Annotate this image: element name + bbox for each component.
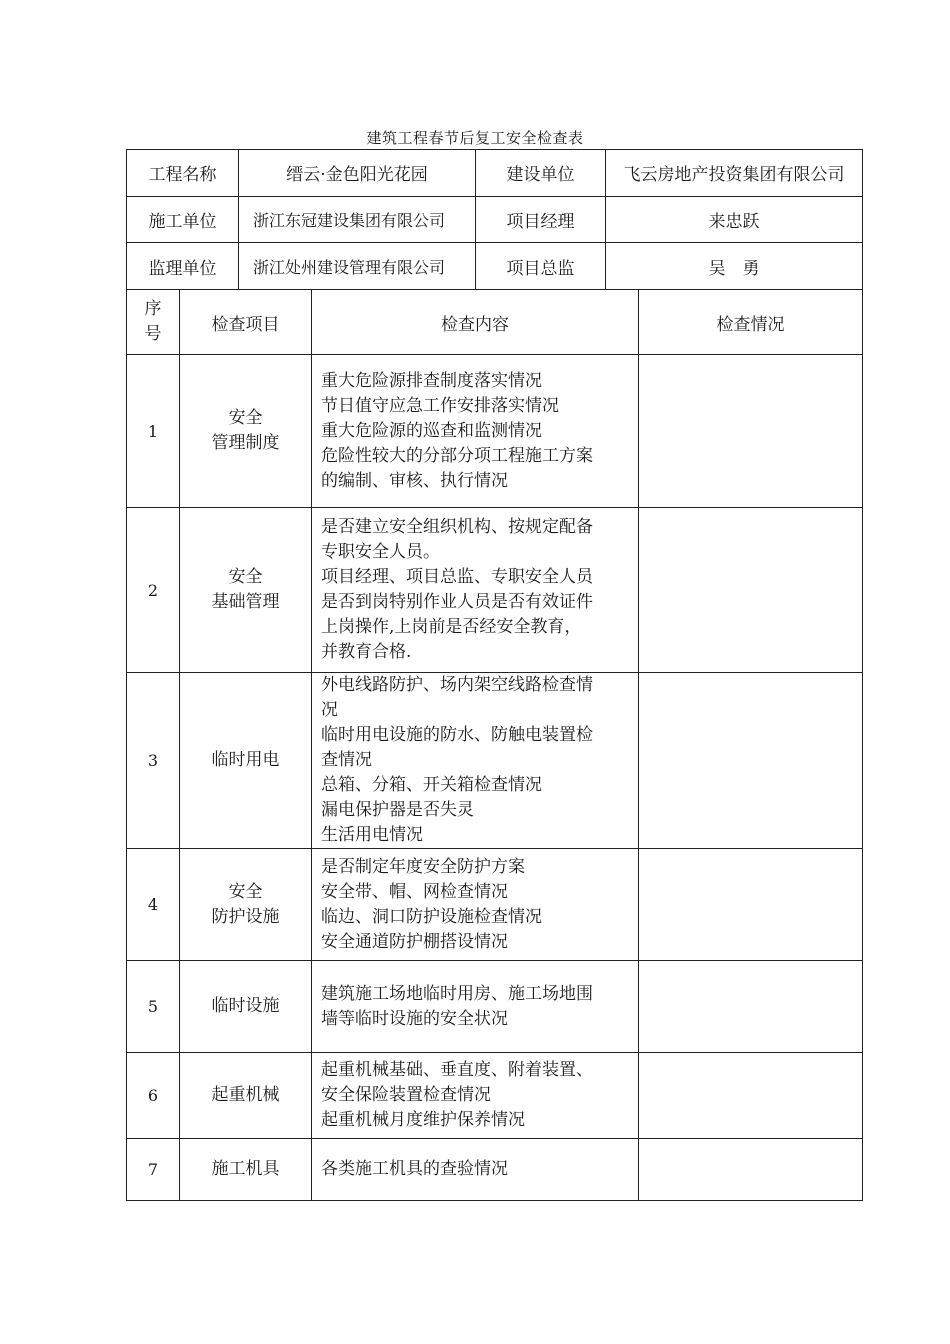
row-item-name xyxy=(180,508,312,673)
content-line: 各类施工机具的查验情况 xyxy=(321,1159,508,1179)
content-line: 墙等临时设施的安全状况 xyxy=(321,1008,508,1029)
item-name-line: 施工机具 xyxy=(211,1159,280,1179)
row-result-field[interactable] xyxy=(639,1053,863,1139)
content-line: 是否建立安全组织机构、按规定配备 xyxy=(321,517,593,537)
table-row xyxy=(127,508,863,673)
row-result-field[interactable] xyxy=(639,849,863,961)
content-line: 是否到岗特别作业人员是否有效证件 xyxy=(321,592,593,612)
content-line: 临边、洞口防护设施检查情况 xyxy=(321,906,542,927)
content-line: 项目经理、项目总监、专职安全人员 xyxy=(321,567,593,587)
content-line: 总箱、分箱、开关箱检查情况 xyxy=(321,775,542,795)
info-label: 项目经理 xyxy=(476,196,606,243)
info-value: 浙江东冠建设集团有限公司 xyxy=(239,196,476,243)
header-seq-line: 序 xyxy=(144,299,162,319)
row-item-name xyxy=(180,673,312,849)
row-item-name xyxy=(180,1139,312,1201)
row-seq: 3 xyxy=(127,673,180,849)
info-value: 飞云房地产投资集团有限公司 xyxy=(606,150,863,197)
row-item-name xyxy=(180,355,312,508)
info-value: 来忠跃 xyxy=(606,196,863,243)
row-seq: 4 xyxy=(127,849,180,961)
header-seq xyxy=(127,290,180,355)
row-seq: 1 xyxy=(127,355,180,508)
row-seq: 2 xyxy=(127,508,180,673)
row-item-name xyxy=(180,961,312,1053)
item-name-line: 管理制度 xyxy=(211,433,280,453)
info-label: 工程名称 xyxy=(127,150,239,197)
content-line: 重大危险源排查制度落实情况 xyxy=(321,370,542,391)
row-result-field[interactable] xyxy=(639,961,863,1053)
content-line: 漏电保护器是否失灵 xyxy=(321,800,474,820)
row-content xyxy=(312,355,639,508)
header-seq-line: 号 xyxy=(144,324,162,344)
row-content xyxy=(312,508,639,673)
item-name-line: 起重机械 xyxy=(211,1085,280,1105)
item-name-line: 临时设施 xyxy=(211,996,280,1016)
item-name-line: 安全 xyxy=(228,881,263,902)
content-line: 是否制定年度安全防护方案 xyxy=(321,856,525,877)
table-row xyxy=(127,1139,863,1201)
content-line: 的编制、审核、执行情况 xyxy=(321,470,508,491)
row-result-field[interactable] xyxy=(639,355,863,508)
info-label: 监理单位 xyxy=(127,243,239,290)
content-line: 安全保险装置检查情况 xyxy=(321,1085,491,1105)
content-line: 外电线路防护、场内架空线路检查情 xyxy=(321,675,593,695)
header-result: 检查情况 xyxy=(639,290,863,355)
info-value: 缙云·金色阳光花园 xyxy=(239,150,476,197)
info-row xyxy=(127,196,863,243)
row-result-field[interactable] xyxy=(639,673,863,849)
row-seq: 6 xyxy=(127,1053,180,1139)
info-label: 施工单位 xyxy=(127,196,239,243)
row-content xyxy=(312,961,639,1053)
info-row xyxy=(127,243,863,290)
table-row xyxy=(127,961,863,1053)
content-line: 安全带、帽、网检查情况 xyxy=(321,881,508,902)
content-line: 查情况 xyxy=(321,750,372,770)
info-value: 浙江处州建设管理有限公司 xyxy=(239,243,476,290)
item-name-line: 临时用电 xyxy=(211,750,280,770)
row-result-field[interactable] xyxy=(639,1139,863,1201)
item-name-line: 安全 xyxy=(228,408,263,428)
header-item: 检查项目 xyxy=(180,290,312,355)
content-line: 危险性较大的分部分项工程施工方案 xyxy=(321,445,593,466)
content-line: 起重机械基础、垂直度、附着装置、 xyxy=(321,1060,593,1080)
content-line: 况 xyxy=(321,700,338,720)
row-seq: 7 xyxy=(127,1139,180,1201)
table-row xyxy=(127,355,863,508)
inspection-table xyxy=(126,289,863,1201)
row-item-name xyxy=(180,849,312,961)
check-rows xyxy=(127,355,863,1201)
item-name-line: 防护设施 xyxy=(211,906,280,927)
info-row xyxy=(127,150,863,197)
project-info-table xyxy=(126,149,863,290)
content-line: 起重机械月度维护保养情况 xyxy=(321,1110,525,1130)
content-line: 临时用电设施的防水、防触电装置检 xyxy=(321,725,593,745)
content-line: 生活用电情况 xyxy=(321,825,423,845)
info-label: 项目总监 xyxy=(476,243,606,290)
row-content xyxy=(312,849,639,961)
table-row xyxy=(127,673,863,849)
item-name-line: 基础管理 xyxy=(211,592,280,612)
table-row xyxy=(127,849,863,961)
content-line: 节日值守应急工作安排落实情况 xyxy=(321,395,559,416)
content-line: 上岗操作,上岗前是否经安全教育， xyxy=(321,617,582,637)
content-line: 重大危险源的巡查和监测情况 xyxy=(321,420,542,441)
header-content: 检查内容 xyxy=(312,290,639,355)
row-item-name xyxy=(180,1053,312,1139)
content-line: 并教育合格. xyxy=(321,642,412,662)
table-row xyxy=(127,1053,863,1139)
item-name-line: 安全 xyxy=(228,567,263,587)
row-content xyxy=(312,673,639,849)
header-row xyxy=(127,290,863,355)
content-line: 安全通道防护棚搭设情况 xyxy=(321,931,508,952)
page-title: 建筑工程春节后复工安全检查表 xyxy=(366,129,584,147)
row-result-field[interactable] xyxy=(639,508,863,673)
content-line: 建筑施工场地临时用房、施工场地围 xyxy=(321,983,593,1004)
info-label: 建设单位 xyxy=(476,150,606,197)
info-value: 吴 勇 xyxy=(606,243,863,290)
content-line: 专职安全人员。 xyxy=(321,542,440,562)
row-content xyxy=(312,1053,639,1139)
row-content xyxy=(312,1139,639,1201)
row-seq: 5 xyxy=(127,961,180,1053)
